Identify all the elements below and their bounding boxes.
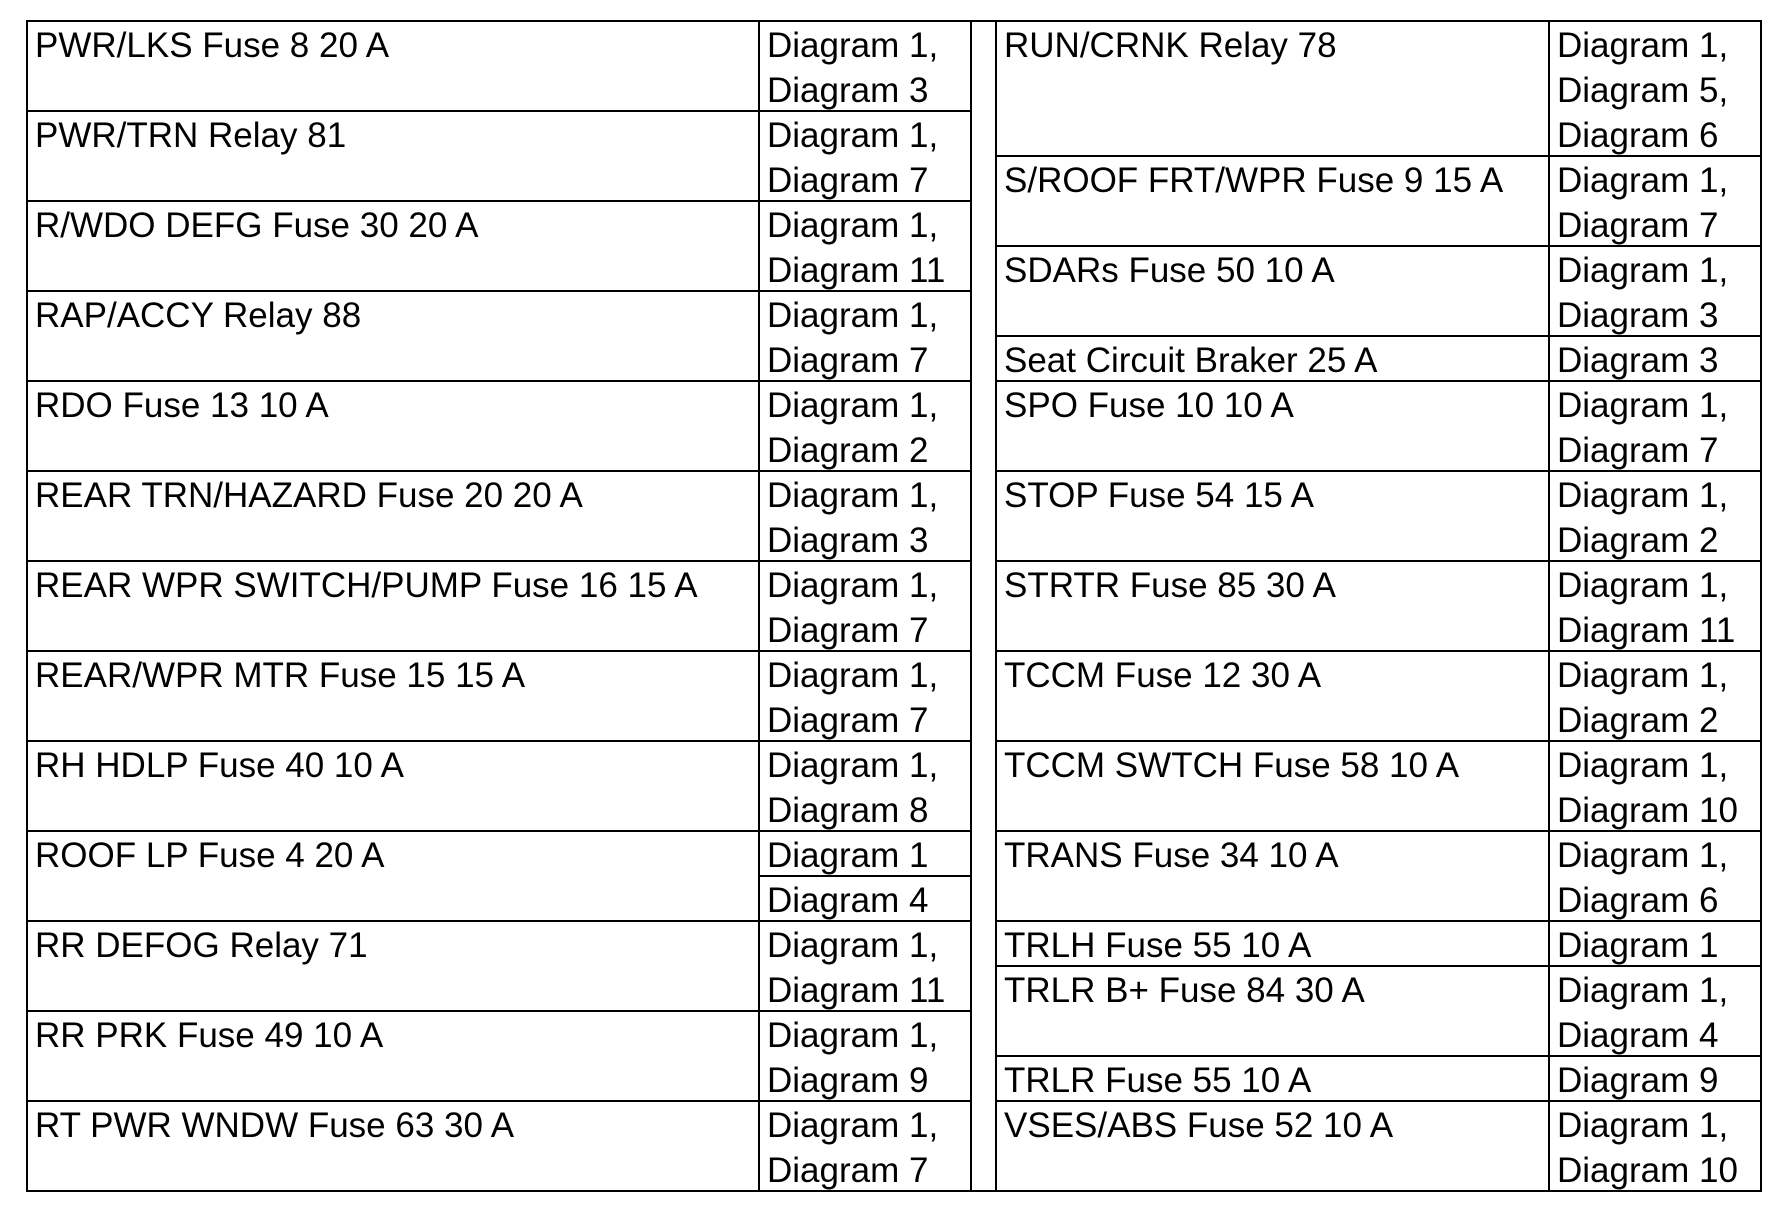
cell-text: Diagram 5,	[1557, 71, 1729, 110]
left-component-cell	[26, 920, 760, 1012]
cell-text: TCCM Fuse 12 30 A	[1004, 656, 1322, 695]
cell-text: VSES/ABS Fuse 52 10 A	[1004, 1106, 1394, 1145]
cell-text: Diagram 4	[767, 881, 929, 920]
left-diagram-cell	[758, 560, 972, 652]
cell-text: Diagram 1,	[1557, 1106, 1729, 1145]
right-diagram-cell	[1548, 335, 1762, 382]
cell-text: Diagram 7	[767, 161, 929, 200]
right-component-cell	[995, 965, 1550, 1057]
cell-text: Diagram 4	[1557, 1016, 1719, 1055]
left-component-cell	[26, 650, 760, 742]
right-diagram-cell	[1548, 740, 1762, 832]
cell-text: PWR/LKS Fuse 8 20 A	[35, 26, 390, 65]
right-component-cell	[995, 335, 1550, 382]
cell-text: RUN/CRNK Relay 78	[1004, 26, 1337, 65]
cell-text: Diagram 7	[767, 341, 929, 380]
right-diagram-cell	[1548, 1055, 1762, 1102]
right-diagram-cell	[1548, 830, 1762, 922]
cell-text: SDARs Fuse 50 10 A	[1004, 251, 1335, 290]
cell-text: Diagram 2	[767, 431, 929, 470]
cell-text: Diagram 1,	[1557, 566, 1729, 605]
cell-text: Diagram 9	[767, 1061, 929, 1100]
right-diagram-cell	[1548, 920, 1762, 967]
cell-text: Diagram 11	[767, 251, 946, 290]
cell-text: Diagram 3	[1557, 296, 1719, 335]
cell-text: Diagram 7	[1557, 206, 1719, 245]
cell-text: TRLH Fuse 55 10 A	[1004, 926, 1312, 965]
cell-text: Diagram 10	[1557, 791, 1738, 830]
cell-text: Diagram 1,	[1557, 26, 1729, 65]
cell-text: S/ROOF FRT/WPR Fuse 9 15 A	[1004, 161, 1504, 200]
right-diagram-cell	[1548, 560, 1762, 652]
cell-text: Diagram 7	[767, 611, 929, 650]
left-diagram-cell	[758, 830, 972, 877]
cell-text: Diagram 2	[1557, 701, 1719, 740]
cell-text: PWR/TRN Relay 81	[35, 116, 347, 155]
cell-text: RR DEFOG Relay 71	[35, 926, 368, 965]
right-diagram-cell	[1548, 470, 1762, 562]
cell-text: Diagram 7	[767, 701, 929, 740]
cell-text: REAR TRN/HAZARD Fuse 20 20 A	[35, 476, 583, 515]
right-component-cell	[995, 470, 1550, 562]
cell-text: STOP Fuse 54 15 A	[1004, 476, 1315, 515]
cell-text: Diagram 6	[1557, 881, 1719, 920]
cell-text: Diagram 11	[1557, 611, 1736, 650]
cell-text: Diagram 1,	[1557, 746, 1729, 785]
cell-text: Diagram 9	[1557, 1061, 1719, 1100]
cell-text: Diagram 1,	[767, 116, 939, 155]
left-component-cell	[26, 1010, 760, 1102]
cell-text: Diagram 8	[767, 791, 929, 830]
cell-text: Diagram 1,	[767, 1016, 939, 1055]
right-diagram-cell	[1548, 1100, 1762, 1192]
cell-text: Diagram 3	[767, 521, 929, 560]
cell-text: Diagram 1	[767, 836, 929, 875]
left-component-cell	[26, 1100, 760, 1192]
cell-text: Diagram 1,	[767, 296, 939, 335]
cell-text: Diagram 3	[1557, 341, 1719, 380]
left-diagram-cell	[758, 470, 972, 562]
left-diagram-cell	[758, 290, 972, 382]
cell-text: R/WDO DEFG Fuse 30 20 A	[35, 206, 479, 245]
cell-text: Diagram 1,	[1557, 161, 1729, 200]
left-diagram-cell	[758, 20, 972, 112]
right-diagram-cell	[1548, 380, 1762, 472]
right-diagram-cell	[1548, 245, 1762, 337]
cell-text: Diagram 7	[767, 1151, 929, 1190]
left-component-cell	[26, 380, 760, 472]
cell-text: Diagram 1,	[767, 746, 939, 785]
cell-text: SPO Fuse 10 10 A	[1004, 386, 1294, 425]
cell-text: Diagram 1,	[1557, 251, 1729, 290]
cell-text: RAP/ACCY Relay 88	[35, 296, 362, 335]
left-component-cell	[26, 110, 760, 202]
cell-text: TCCM SWTCH Fuse 58 10 A	[1004, 746, 1460, 785]
cell-text: Diagram 1,	[767, 566, 939, 605]
left-component-cell	[26, 740, 760, 832]
cell-text: REAR/WPR MTR Fuse 15 15 A	[35, 656, 526, 695]
right-component-cell	[995, 560, 1550, 652]
cell-text: Diagram 1,	[767, 1106, 939, 1145]
left-diagram-cell	[758, 875, 972, 922]
right-component-cell	[995, 20, 1550, 157]
right-component-cell	[995, 380, 1550, 472]
left-component-cell	[26, 200, 760, 292]
right-component-cell	[995, 920, 1550, 967]
cell-text: Seat Circuit Braker 25 A	[1004, 341, 1378, 380]
cell-text: Diagram 1,	[767, 656, 939, 695]
right-diagram-cell	[1548, 20, 1762, 157]
cell-text: Diagram 7	[1557, 431, 1719, 470]
cell-text: Diagram 1,	[1557, 656, 1729, 695]
cell-text: REAR WPR SWITCH/PUMP Fuse 16 15 A	[35, 566, 698, 605]
cell-text: RT PWR WNDW Fuse 63 30 A	[35, 1106, 515, 1145]
right-diagram-cell	[1548, 965, 1762, 1057]
left-component-cell	[26, 20, 760, 112]
right-component-cell	[995, 245, 1550, 337]
cell-text: TRLR B+ Fuse 84 30 A	[1004, 971, 1365, 1010]
right-component-cell	[995, 650, 1550, 742]
cell-text: Diagram 1,	[767, 26, 939, 65]
cell-text: Diagram 1,	[1557, 386, 1729, 425]
left-diagram-cell	[758, 110, 972, 202]
left-component-cell	[26, 470, 760, 562]
left-diagram-cell	[758, 740, 972, 832]
cell-text: RDO Fuse 13 10 A	[35, 386, 329, 425]
left-component-cell	[26, 290, 760, 382]
cell-text: STRTR Fuse 85 30 A	[1004, 566, 1337, 605]
cell-text: Diagram 6	[1557, 116, 1719, 155]
cell-text: RR PRK Fuse 49 10 A	[35, 1016, 384, 1055]
left-diagram-cell	[758, 1100, 972, 1192]
cell-text: Diagram 11	[767, 971, 946, 1010]
cell-text: Diagram 3	[767, 71, 929, 110]
cell-text: Diagram 1,	[767, 926, 939, 965]
cell-text: Diagram 1,	[1557, 971, 1729, 1010]
left-component-cell	[26, 830, 760, 922]
cell-text: Diagram 1	[1557, 926, 1719, 965]
cell-text: Diagram 1,	[1557, 836, 1729, 875]
cell-text: Diagram 1,	[767, 476, 939, 515]
left-diagram-cell	[758, 920, 972, 1012]
cell-text: Diagram 1,	[767, 386, 939, 425]
left-diagram-cell	[758, 200, 972, 292]
right-component-cell	[995, 740, 1550, 832]
right-component-cell	[995, 155, 1550, 247]
right-component-cell	[995, 830, 1550, 922]
left-diagram-cell	[758, 1010, 972, 1102]
right-component-cell	[995, 1055, 1550, 1102]
cell-text: TRANS Fuse 34 10 A	[1004, 836, 1339, 875]
left-diagram-cell	[758, 650, 972, 742]
cell-text: ROOF LP Fuse 4 20 A	[35, 836, 385, 875]
right-diagram-cell	[1548, 155, 1762, 247]
column-gutter	[970, 20, 997, 1192]
cell-text: Diagram 2	[1557, 521, 1719, 560]
cell-text: TRLR Fuse 55 10 A	[1004, 1061, 1312, 1100]
cell-text: Diagram 1,	[767, 206, 939, 245]
left-component-cell	[26, 560, 760, 652]
cell-text: RH HDLP Fuse 40 10 A	[35, 746, 404, 785]
cell-text: Diagram 1,	[1557, 476, 1729, 515]
cell-text: Diagram 10	[1557, 1151, 1738, 1190]
right-diagram-cell	[1548, 650, 1762, 742]
left-diagram-cell	[758, 380, 972, 472]
right-component-cell	[995, 1100, 1550, 1192]
